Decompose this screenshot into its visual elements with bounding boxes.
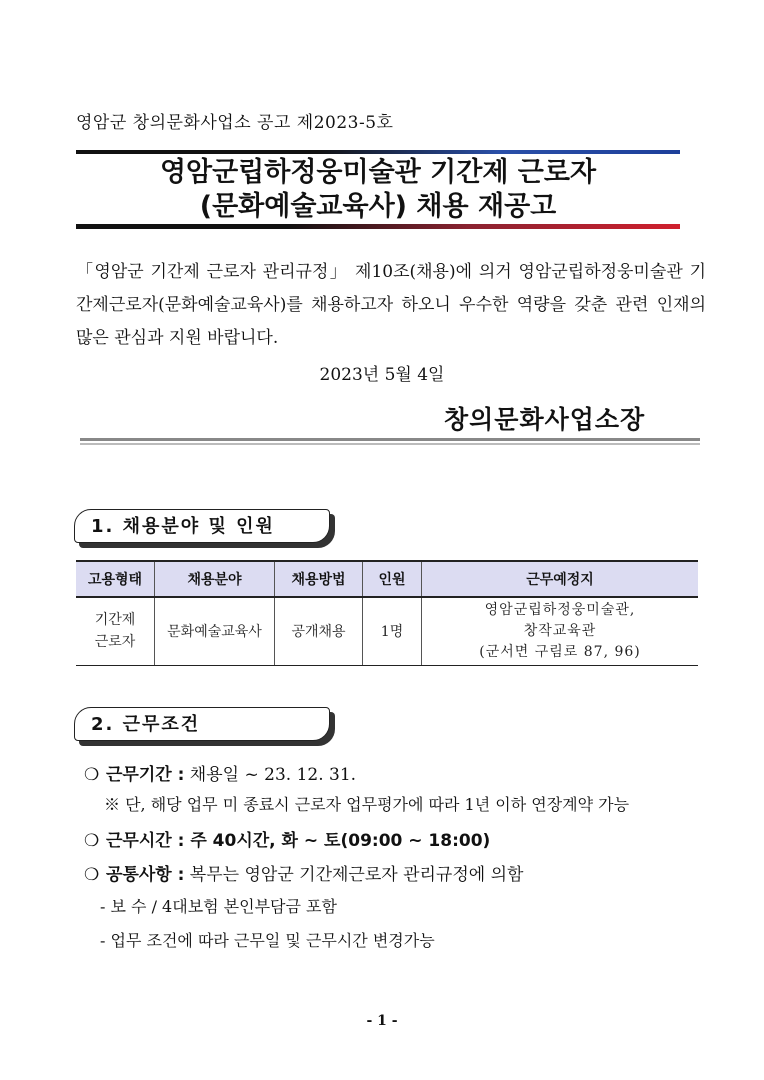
place-line-3: (군서면 구림로 87, 96): [479, 643, 641, 660]
condition-label: 공통사항 :: [106, 865, 185, 885]
condition-sub-item: - 업무 조건에 따라 근무일 및 근무시간 변경가능: [100, 931, 435, 950]
circle-bullet-icon: ❍: [84, 865, 100, 885]
title-line-1: 영암군립하정웅미술관 기간제 근로자: [159, 157, 597, 188]
workplace-cell: [422, 597, 699, 665]
condition-label: 근무시간 :: [106, 831, 185, 851]
condition-common: [84, 860, 523, 885]
condition-value: 복무는 영암군 기간제근로자 관리규정에 의함: [184, 865, 524, 885]
count-cell: 1명: [363, 597, 422, 665]
page-number: - 1 -: [366, 1013, 398, 1029]
header-cell: 근무예정지: [422, 561, 699, 597]
notice-number: 영암군 창의문화사업소 공고 제2023-5호: [76, 113, 394, 133]
section2-heading: 2. 근무조건: [74, 707, 330, 741]
title-top-rule: [76, 150, 680, 154]
condition-sub-item: - 보 수 / 4대보험 본인부담금 포함: [100, 897, 337, 916]
divider-line-shadow: [80, 443, 700, 445]
condition-value: 채용일 ~ 23. 12. 31.: [184, 765, 357, 785]
circle-bullet-icon: ❍: [84, 831, 100, 851]
issuer-signature: 창의문화사업소장: [444, 405, 646, 434]
announcement-date: 2023년 5월 4일: [319, 365, 445, 385]
header-cell: 채용분야: [155, 561, 275, 597]
table-row: [76, 597, 698, 665]
condition-hours: [84, 826, 490, 851]
document-title: [76, 156, 680, 224]
place-line-1: 영암군립하정웅미술관,: [484, 601, 636, 618]
section1-heading: 1. 채용분야 및 인원: [74, 509, 330, 543]
divider-line: [80, 438, 700, 441]
header-cell: 인원: [363, 561, 422, 597]
method-cell: 공개채용: [275, 597, 363, 665]
employment-type-cell: [76, 597, 155, 665]
field-cell: 문화예술교육사: [155, 597, 275, 665]
circle-bullet-icon: ❍: [84, 765, 100, 785]
table-header-row: [76, 561, 698, 597]
type-line-1: 기간제: [94, 612, 136, 629]
intro-paragraph: 「영암군 기간제 근로자 관리규정」 제10조(채용)에 의거 영암군립하정웅미술관 기간제근로자(문화예술교육사)를 채용하고자 하오니 우수한 역량을 갖춘 관련 인재의 많은 관심과 지원 바랍니다.: [76, 262, 706, 348]
condition-note: ※ 단, 해당 업무 미 종료시 근로자 업무평가에 따라 1년 이하 연장계약 가능: [104, 795, 630, 814]
condition-label: 근무기간 :: [106, 765, 185, 785]
title-line-2: (문화예술교육사) 채용 재공고: [199, 191, 557, 222]
title-bottom-rule: [76, 224, 680, 229]
type-line-2: 근로자: [94, 634, 136, 651]
header-cell: 채용방법: [275, 561, 363, 597]
header-cell: 고용형태: [76, 561, 155, 597]
condition-value: 주 40시간, 화 ~ 토(09:00 ~ 18:00): [184, 831, 491, 851]
place-line-2: 창작교육관: [523, 622, 597, 639]
recruitment-table: [76, 560, 698, 666]
condition-period: [84, 760, 356, 785]
